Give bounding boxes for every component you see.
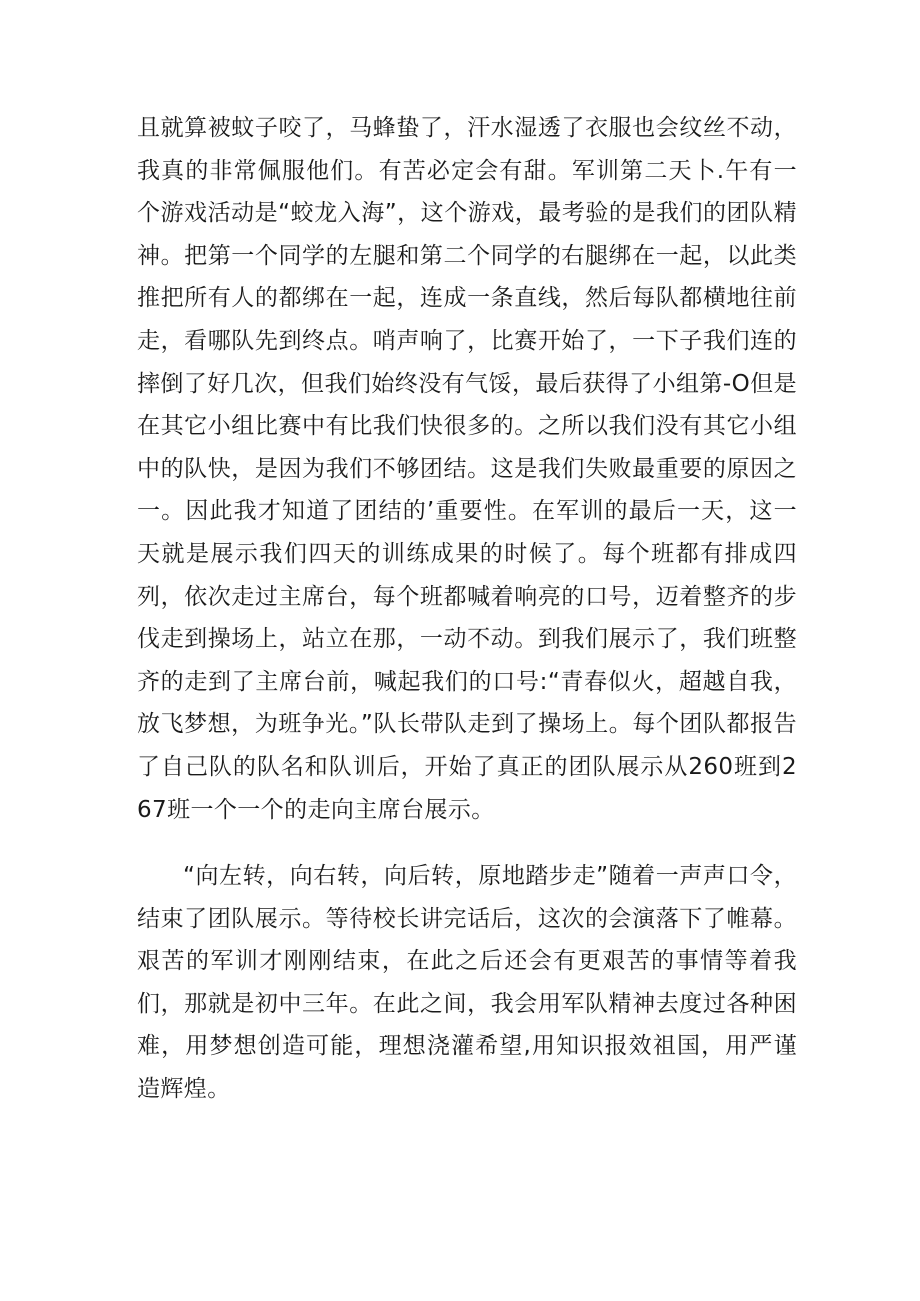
paragraph-conclusion: “向左转，向右转，向后转，原地踏步走”随着一声声口令，结束了团队展示。等待校长讲完话后，这次的会演落下了帷幕。艰苦的军训才刚刚结束，在此之后还会有更艰苦的事情等着我们，那就是初中三年。在此之间，我会用军队精神去度过各种困难，用梦想创造可能，理想浇灌希望,用知识报效祖国，用严谨造辉煌。	[137, 863, 797, 1102]
paragraph-military-training-story: 且就算被蚊子咬了，马蜂蛰了，汗水湿透了衣服也会纹丝不动，我真的非常佩服他们。有苦必定会有甜。军训第二天卜.午有一个游戏活动是“蛟龙入海”，这个游戏，最考验的是我们的团队精神。把第一个同学的左腿和第二个同学的右腿绑在一起，以此类推把所有人的都绑在一起，连成一条直线，然后每队都横地往前走，看哪队先到终点。哨声响了，比赛开始了，一下子我们连的摔倒了好几次，但我们始终没有气馁，最后获得了小组第-O但是在其它小组比赛中有比我们快很多的。之所以我们没有其它小组中的队快，是因为我们不够团结。这是我们失败最重要的原因之一。因此我才知道了团结的’重要性。在军训的最后一天，这一天就是展示我们四天的训练成果的时候了。每个班都有排成四列，依次走过主席台，每个班都喊着响亮的口号，迈着整齐的步伐走到操场上，站立在那，一动不动。到我们展示了，我们班整齐的走到了主席台前，喊起我们的口号:“青春似火，超越自我，放飞梦想，为班争光。”队长带队走到了操场上。每个团队都报告了自己队的队名和队训后，开始了真正的团队展示从260班到267班一个一个的走向主席台展示。	[137, 115, 797, 823]
